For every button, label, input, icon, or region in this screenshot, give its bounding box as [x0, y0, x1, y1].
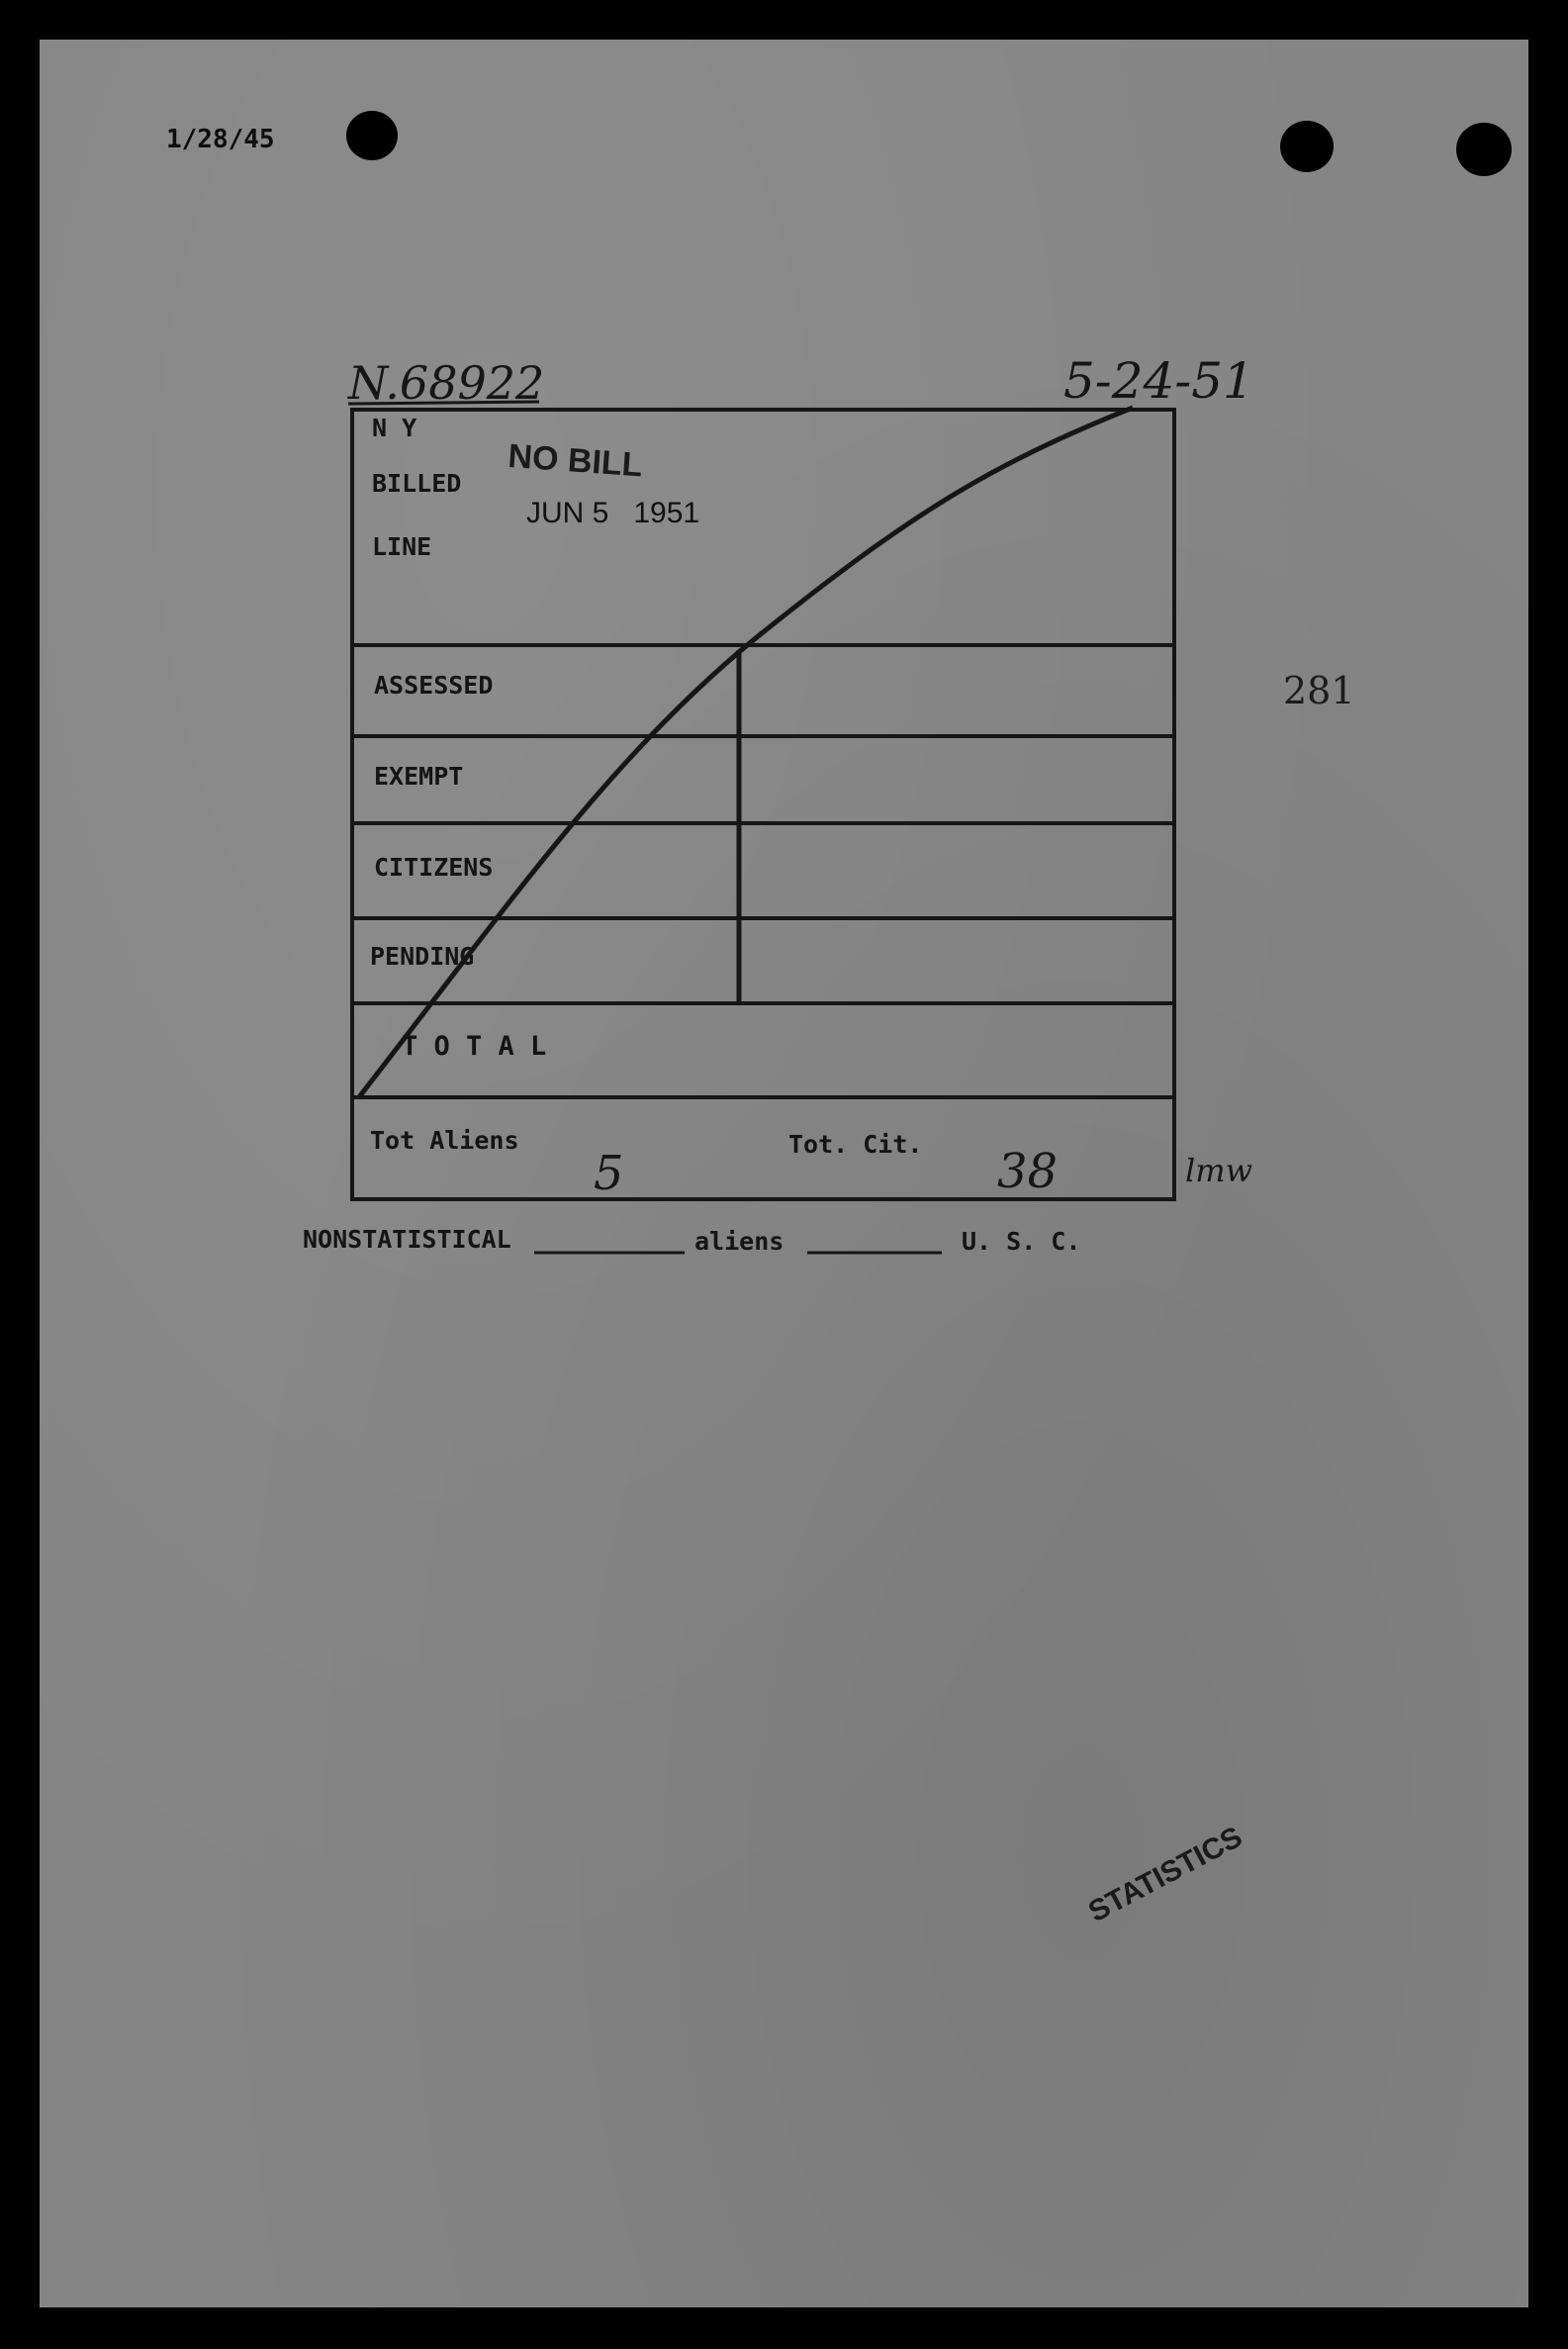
row-exempt: EXEMPT: [374, 762, 464, 791]
nonstatistical-aliens-label: aliens: [694, 1227, 784, 1256]
form-grid: [40, 40, 1528, 2307]
row-citizens: CITIZENS: [374, 853, 494, 882]
label-ny: N Y: [372, 414, 417, 442]
nonstatistical-usc-label: U. S. C.: [962, 1227, 1081, 1256]
handwritten-date: 5-24-51: [1063, 352, 1254, 410]
document-page: [40, 40, 1528, 2307]
tot-cit-label: Tot. Cit.: [788, 1130, 923, 1159]
tot-aliens-value: 5: [594, 1146, 624, 1201]
stamp-date: JUN 5 1951: [526, 497, 700, 529]
tot-aliens-label: Tot Aliens: [370, 1126, 519, 1155]
total-label: T O T A L: [402, 1031, 547, 1062]
tot-cit-value: 38: [997, 1144, 1059, 1199]
page-number: 281: [1283, 669, 1355, 712]
no-bill-stamp: NO BILL: [507, 437, 644, 485]
label-billed: BILLED: [372, 469, 462, 498]
statistics-stamp: STATISTICS: [1083, 1820, 1248, 1929]
corner-note: 1/28/45: [166, 125, 275, 154]
nonstatistical-label: NONSTATISTICAL: [303, 1225, 511, 1254]
row-assessed: ASSESSED: [374, 671, 494, 700]
row-pending: PENDING: [370, 942, 475, 971]
manifest-number: N.68922: [348, 356, 545, 410]
label-line: LINE: [372, 532, 432, 561]
clerk-initials: lmw: [1185, 1152, 1252, 1189]
